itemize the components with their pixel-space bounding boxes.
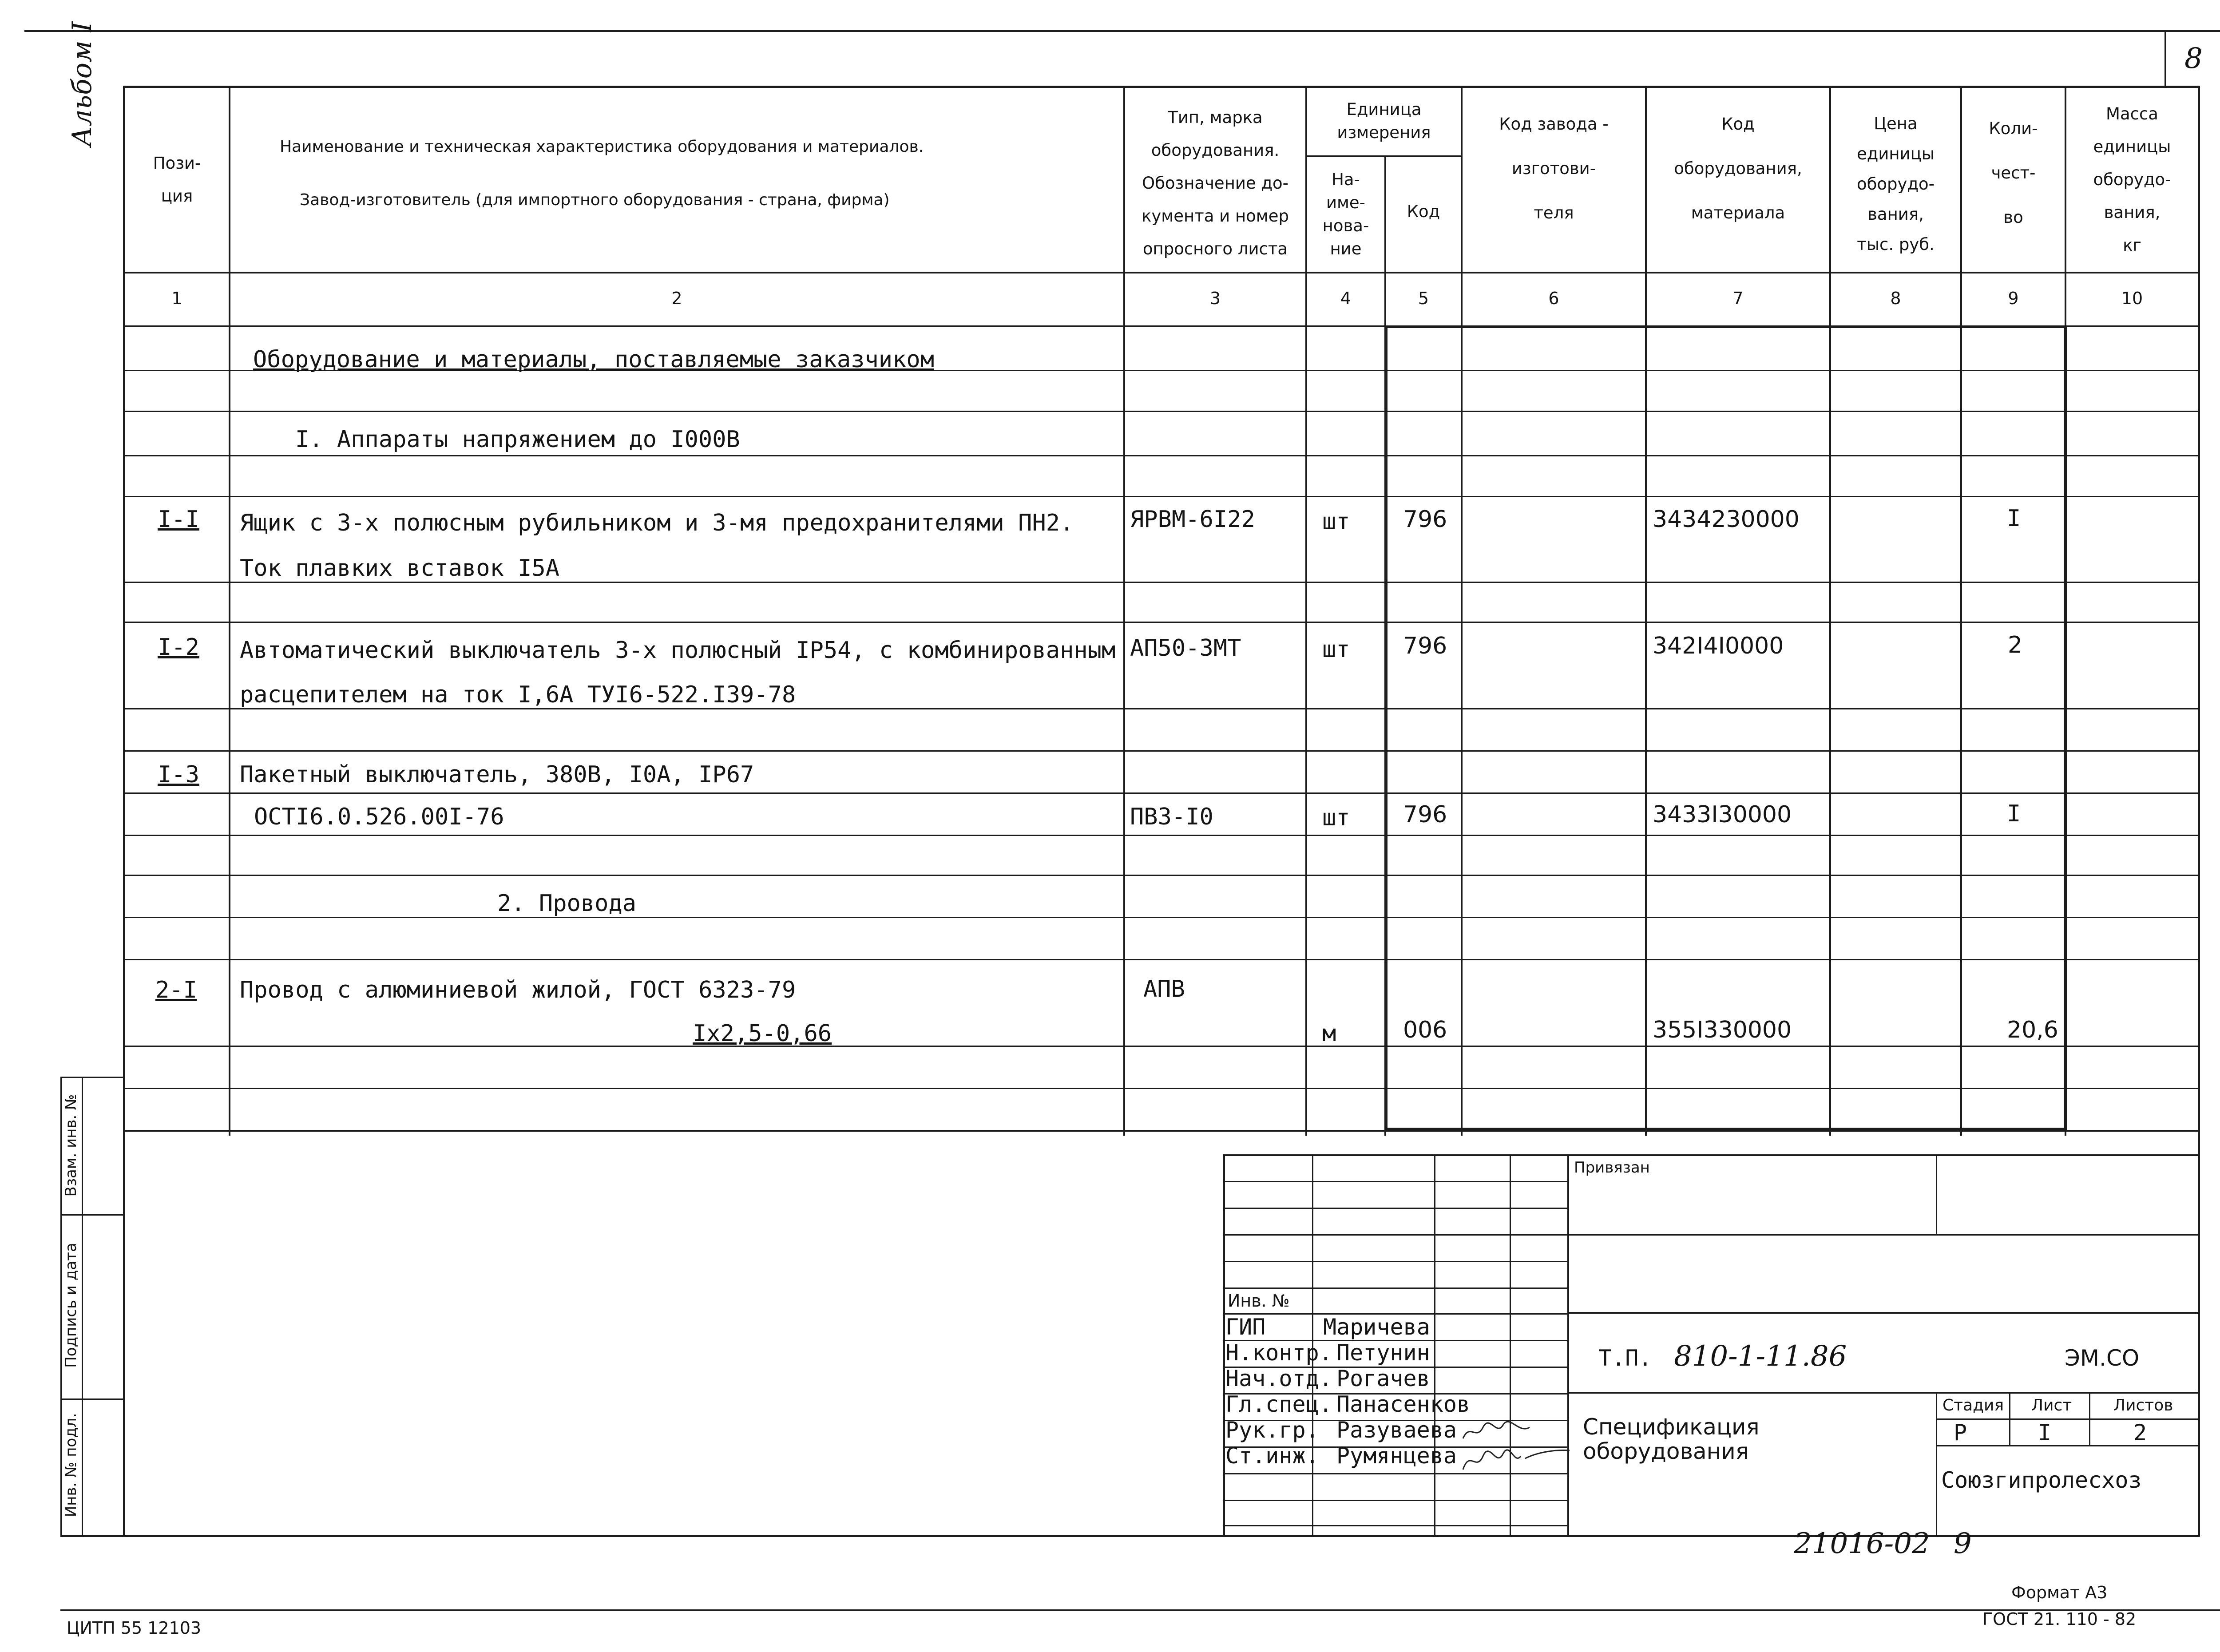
name-norm-control: Петунин xyxy=(1336,1340,1430,1366)
row-line-5 xyxy=(123,582,2200,583)
table-bottom-line xyxy=(123,1130,2200,1132)
bottom-border xyxy=(60,1609,2220,1611)
sheets-label: Листов xyxy=(2113,1396,2173,1414)
item-4-name-line1: Провод с алюминиевой жилой, ГОСТ 6323-79 xyxy=(240,977,796,1003)
header-name-line2: Завод-изготовитель (для импортного оборудования - страна, фирма) xyxy=(300,191,890,209)
signature-senior-eng xyxy=(1459,1445,1574,1476)
sheet-label: Лист xyxy=(2031,1396,2072,1414)
tb-right-h3 xyxy=(1567,1392,2200,1394)
item-4-name-line2: Iх2,5-0,66 xyxy=(693,1020,832,1047)
col-number-9: 9 xyxy=(2008,289,2019,308)
header-unit-name: На- име- нова- ние xyxy=(1322,170,1369,258)
role-norm-control: Н.контр. xyxy=(1225,1340,1332,1366)
top-border xyxy=(24,30,2220,32)
row-line-12 xyxy=(123,917,2200,918)
outer-frame-top xyxy=(123,86,2200,88)
item-4-quantity: 20,6 xyxy=(2007,1017,2058,1043)
col-number-6: 6 xyxy=(1548,289,1559,308)
header-unit-code: Код xyxy=(1407,202,1440,221)
tb-v2 xyxy=(1434,1154,1435,1537)
group-title-2: 2. Провода xyxy=(497,890,637,917)
col-number-1: 1 xyxy=(171,289,182,308)
item-1-quantity: I xyxy=(2007,505,2021,532)
item-2-type: АП50-3МТ xyxy=(1130,635,1241,662)
tb-stage-h2 xyxy=(1936,1445,2200,1446)
tb-h1 xyxy=(1223,1181,1569,1182)
header-quantity: Коли- чест- во xyxy=(1989,119,2038,227)
signature-group-lead xyxy=(1461,1418,1532,1445)
gost-label: ГОСТ 21. 110 - 82 xyxy=(1982,1609,2137,1629)
role-gip: ГИП xyxy=(1225,1314,1266,1340)
stage-label: Стадия xyxy=(1942,1396,2004,1414)
col-line-1 xyxy=(229,86,230,1136)
margin-sep-2 xyxy=(60,1398,125,1400)
margin-line-inner xyxy=(82,1077,83,1537)
header-equipment-code: Код оборудования, материала xyxy=(1674,115,1802,222)
row-line-9 xyxy=(123,792,2200,794)
col-number-2: 2 xyxy=(671,289,682,308)
row-line-8 xyxy=(123,750,2200,752)
item-1-equipment-code: 3434230000 xyxy=(1653,506,1800,533)
item-4-type: АПВ xyxy=(1143,976,1185,1002)
doc-code: ЭМ.СО xyxy=(2065,1345,2140,1371)
item-1-name-line2: Ток плавких вставок I5А xyxy=(240,555,560,582)
item-1-name-line1: Ящик с 3-х полюсным рубильником и 3-мя предохранителями ПН2. xyxy=(240,510,1074,536)
col-number-5: 5 xyxy=(1418,289,1429,308)
margin-label-original: Инв. № подл. xyxy=(62,1413,80,1517)
row-line-15 xyxy=(123,1088,2200,1089)
row-line-6 xyxy=(123,622,2200,623)
item-3-equipment-code: 3433I30000 xyxy=(1653,801,1792,828)
header-factory-code: Код завода - изготови- теля xyxy=(1499,115,1609,222)
item-3-name-line2: ОСТI6.0.526.00I-76 xyxy=(254,804,504,830)
item-2-equipment-code: 342I4I0000 xyxy=(1653,633,1784,659)
col-number-7: 7 xyxy=(1732,289,1744,308)
tb-h5 xyxy=(1223,1288,1569,1289)
sheet-corner-number: 8 xyxy=(2184,42,2203,75)
tb-v3 xyxy=(1510,1154,1511,1537)
group-title-1: I. Аппараты напряжением до I000В xyxy=(295,426,740,453)
bound-label: Привязан xyxy=(1574,1159,1650,1177)
item-2-name-line2: расцепителем на ток I,6А ТУI6-522.I39-78 xyxy=(240,681,796,708)
item-3-unit: шт xyxy=(1322,804,1350,831)
sheet-value: I xyxy=(2038,1420,2052,1446)
col-number-3: 3 xyxy=(1209,289,1221,308)
tb-bound-sep xyxy=(1936,1154,1937,1234)
tb-stage-left xyxy=(1936,1392,1937,1537)
tb-right-h2 xyxy=(1567,1312,2200,1314)
tb-h13 xyxy=(1223,1500,1569,1501)
col-number-4: 4 xyxy=(1340,289,1352,308)
item-1-unit: шт xyxy=(1322,508,1350,535)
margin-line-top xyxy=(60,1077,125,1078)
item-2-name-line1: Автоматический выключатель 3-х полюсный IP54, с комбинированным xyxy=(240,637,1116,664)
header-name-line1: Наименование и техническая характеристика оборудования и материалов. xyxy=(280,138,924,156)
item-4-position: 2-I xyxy=(155,977,197,1003)
col-number-10: 10 xyxy=(2121,289,2143,308)
col-line-8 xyxy=(1960,86,1962,1136)
section-title: Оборудование и материалы, поставляемые заказчиком xyxy=(253,346,935,373)
col-line-5 xyxy=(1461,86,1463,1136)
row-line-10 xyxy=(123,835,2200,836)
row-line-11 xyxy=(123,875,2200,876)
row-line-3 xyxy=(123,455,2200,456)
item-4-unit: м xyxy=(1322,1020,1336,1047)
header-bottom-line xyxy=(123,272,2200,273)
outer-frame-right xyxy=(2198,86,2200,1537)
tb-h3 xyxy=(1223,1234,1569,1236)
tb-stage-v2 xyxy=(2089,1392,2090,1446)
tb-right-h1 xyxy=(1567,1234,2200,1236)
name-dept-head: Рогачев xyxy=(1336,1366,1430,1391)
tb-top xyxy=(1223,1154,2200,1156)
tb-left xyxy=(1223,1154,1225,1537)
album-mark: Альбом I xyxy=(67,21,98,147)
header-position: Пози- ция xyxy=(153,154,201,206)
name-group-lead: Разуваева xyxy=(1336,1417,1457,1443)
thick-block-right xyxy=(2064,326,2067,1130)
item-3-name-line1: Пакетный выключатель, 380В, I0А, IP67 xyxy=(240,761,754,788)
name-gip: Маричева xyxy=(1323,1314,1430,1340)
name-chief-spec: Панасенков xyxy=(1336,1391,1471,1417)
item-2-unit: шт xyxy=(1322,636,1350,663)
item-2-position: I-2 xyxy=(158,634,199,661)
margin-label-signature: Подпись и дата xyxy=(62,1243,80,1368)
header-price: Цена единицы оборудо- вания, тыс. руб. xyxy=(1856,114,1935,254)
tb-stage-h1 xyxy=(1936,1418,2200,1420)
item-3-unit-code: 796 xyxy=(1403,801,1447,828)
item-3-type: ПВ3-I0 xyxy=(1130,804,1213,830)
tb-stage-v1 xyxy=(2009,1392,2010,1446)
tb-h4 xyxy=(1223,1261,1569,1262)
item-4-unit-code: 006 xyxy=(1403,1017,1447,1043)
item-3-position: I-3 xyxy=(158,761,199,788)
left-code: ЦИТП 55 12103 xyxy=(67,1618,202,1638)
thick-block-left xyxy=(1384,326,1388,1130)
doc-title-line1: Спецификация xyxy=(1583,1414,1760,1440)
header-unit: Единица измерения xyxy=(1337,100,1431,142)
inv-no-label: Инв. № xyxy=(1228,1291,1290,1311)
item-2-quantity: 2 xyxy=(2008,632,2023,658)
tb-v4 xyxy=(1567,1154,1569,1537)
item-1-type: ЯРВМ-6I22 xyxy=(1130,506,1255,533)
margin-sep-1 xyxy=(60,1214,125,1216)
project-number: 810-1-11.86 xyxy=(1674,1340,1847,1373)
sheets-value: 2 xyxy=(2133,1420,2147,1446)
doc-title-line2: оборудования xyxy=(1583,1438,1749,1464)
unit-header-split xyxy=(1305,155,1463,157)
col-line-6 xyxy=(1645,86,1647,1136)
header-type: Тип, марка оборудования. Обозначение до- кумента и номер опросного листа xyxy=(1142,108,1289,258)
col-number-8: 8 xyxy=(1890,289,1901,308)
numbers-bottom-line xyxy=(123,325,2200,327)
header-mass: Масса единицы оборудо- вания, кг xyxy=(2093,104,2171,255)
archive-number: 21016-02 xyxy=(1794,1527,1930,1560)
role-senior-eng: Ст.инж. xyxy=(1225,1443,1319,1469)
item-2-unit-code: 796 xyxy=(1403,633,1447,659)
stage-value: Р xyxy=(1954,1420,1967,1446)
role-chief-spec: Гл.спец. xyxy=(1225,1391,1332,1417)
item-1-position: I-I xyxy=(158,506,199,533)
archive-page: 9 xyxy=(1954,1527,1972,1560)
project-prefix: Т.П. xyxy=(1598,1345,1652,1371)
item-4-equipment-code: 355I330000 xyxy=(1653,1017,1792,1043)
corner-box-left xyxy=(2164,30,2166,88)
item-3-quantity: I xyxy=(2007,800,2021,827)
organization: Союзгипролесхоз xyxy=(1941,1467,2142,1493)
row-line-4 xyxy=(123,496,2200,497)
row-line-14 xyxy=(123,1046,2200,1047)
row-line-7 xyxy=(123,708,2200,709)
row-line-2 xyxy=(123,411,2200,412)
tb-h2 xyxy=(1223,1208,1569,1209)
tb-h14 xyxy=(1223,1525,1569,1526)
format-label: Формат А3 xyxy=(2011,1583,2108,1602)
role-group-lead: Рук.гр. xyxy=(1225,1417,1319,1443)
item-1-unit-code: 796 xyxy=(1403,506,1447,533)
name-senior-eng: Румянцева xyxy=(1336,1443,1457,1469)
role-dept-head: Нач.отд. xyxy=(1225,1366,1332,1391)
row-line-13 xyxy=(123,959,2200,960)
margin-label-replace: Взам. инв. № xyxy=(62,1094,80,1197)
